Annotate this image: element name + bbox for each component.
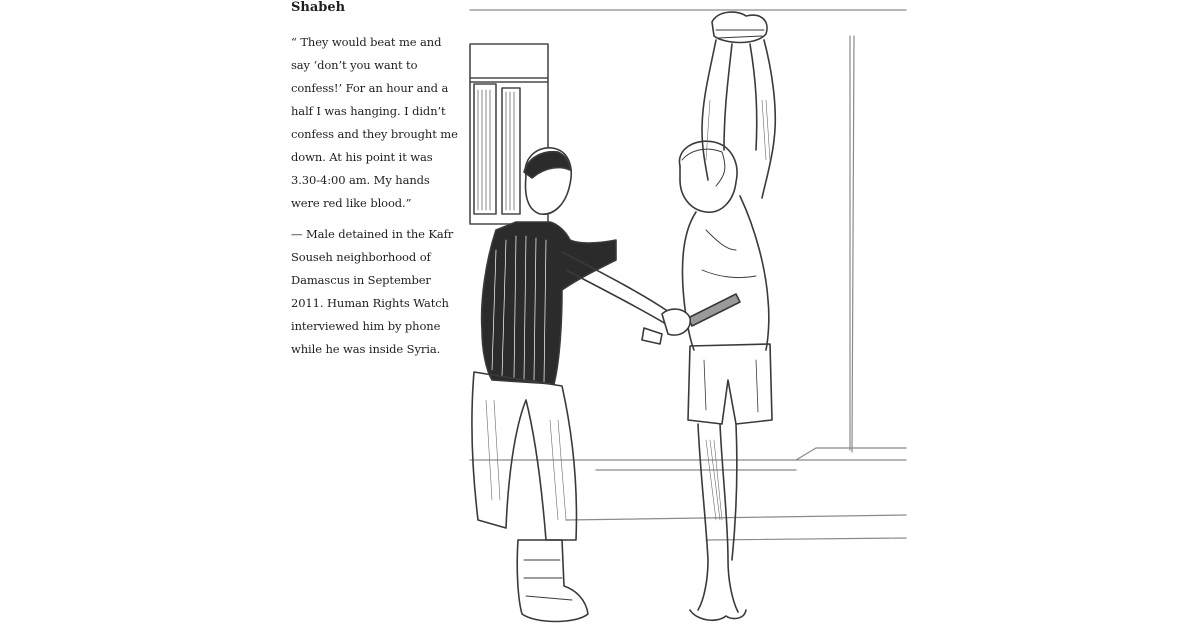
guard-figure	[472, 148, 690, 622]
testimony-attribution: — Male detained in the Kafr Souseh neighborhood of Damascus in September 2011. Human Rights Watch interviewed him by phone while he was inside Syria.	[291, 227, 454, 356]
pencil-sketch-illustration	[466, 0, 908, 628]
page-title: Shabeh	[291, 0, 346, 15]
text-column	[291, 0, 459, 369]
baton	[688, 294, 740, 326]
testimony-quote: “ They would beat me and say ‘don’t you want to confess!’ For an hour and a half I was hanging. I didn’t confess and they brought me down. At his point it was 3.30-4:00 am. My hands were red like blood.”	[291, 35, 458, 210]
